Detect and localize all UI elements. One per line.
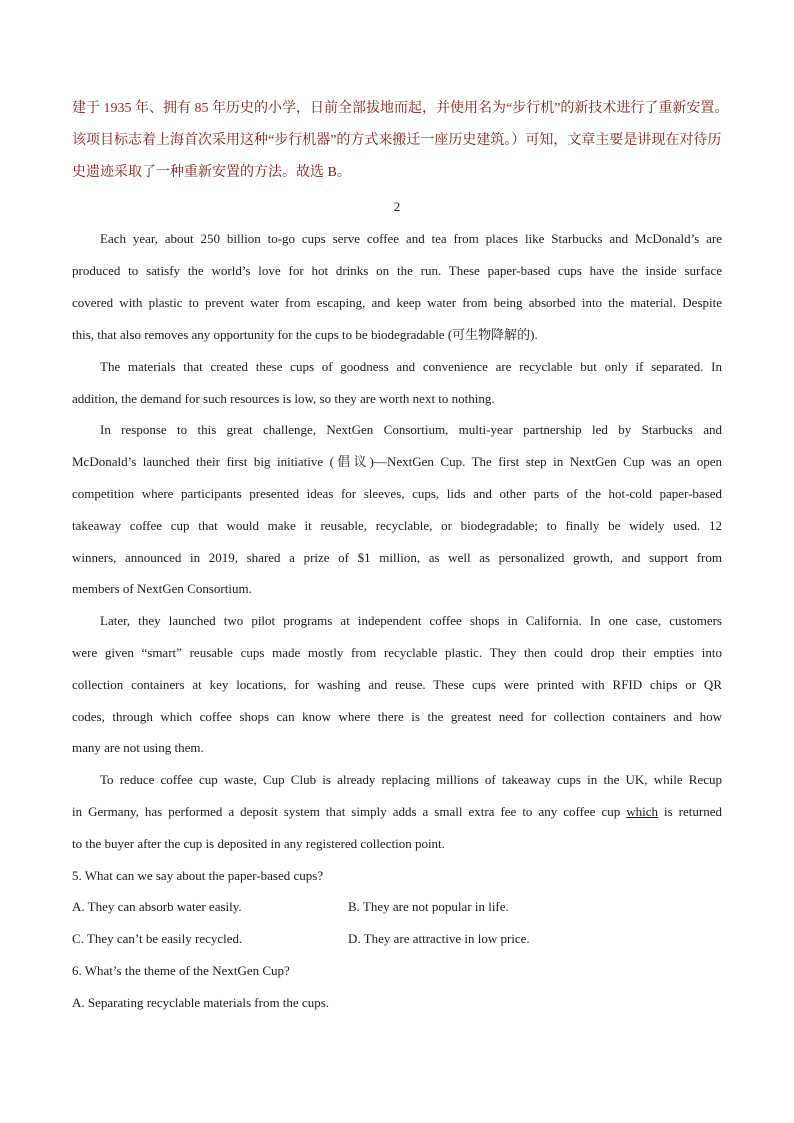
intro-years-count: 85	[194, 101, 209, 116]
paragraph-line: McDonald’s launched their first big initiative (倡议)—NextGen Cup. The first step in NextGen Cup was an open	[72, 454, 722, 469]
paragraph-line: In response to this great challenge, NextGen Consortium, multi-year partnership led by Starbucks and	[100, 422, 722, 437]
intro-line-2: 该项目标志着上海首次采用这种“步行机器”的方式来搬迁一座历史建筑。）可知，文章主要是讲现在对待历	[72, 133, 722, 148]
paragraph-line: to the buyer after the cup is deposited in any registered collection point.	[72, 836, 445, 851]
underlined-word: which	[626, 804, 658, 819]
intro-line-3: 史遗迹采取了一种重新安置的方法。故选 B。	[72, 165, 351, 180]
intro-year: 1935	[103, 101, 132, 116]
intro-text: 建于	[72, 101, 104, 116]
question-option-a: A. They can absorb water easily.	[72, 899, 242, 914]
paragraph-line: To reduce coffee cup waste, Cup Club is already replacing millions of takeaway cups in the UK, while Recup	[100, 772, 722, 787]
paragraph-line: were given “smart” reusable cups made mostly from recyclable plastic. They then could drop their empties into	[72, 645, 722, 660]
paragraph-line: takeaway coffee cup that would make it reusable, recyclable, or biodegradable; to finally be widely used. 12	[72, 518, 722, 533]
question-option-b: B. They are not popular in life.	[348, 899, 509, 914]
paragraph-line	[72, 804, 722, 820]
paragraph-line: addition, the demand for such resources is low, so they are worth next to nothing.	[72, 391, 495, 406]
paragraph-line: Later, they launched two pilot programs at independent coffee shops in California. In one case, customers	[100, 613, 722, 628]
intro-line-1	[72, 101, 729, 117]
paragraph-line: winners, announced in 2019, shared a prize of $1 million, as well as personalized growth, and support from	[72, 550, 722, 565]
question-stem: 5. What can we say about the paper-based cups?	[72, 868, 324, 883]
paragraph-line: competition where participants presented ideas for sleeves, cups, lids and other parts of the hot-cold paper-based	[72, 486, 722, 501]
paragraph-line: covered with plastic to prevent water from escaping, and keep water from being absorbed into the material. Despite	[72, 295, 722, 310]
paragraph-line: Each year, about 250 billion to-go cups serve coffee and tea from places like Starbucks and McDonald’s are	[100, 231, 722, 246]
question-option-d: D. They are attractive in low price.	[348, 931, 530, 946]
paragraph-line: collection containers at key locations, for washing and reuse. These cups were printed with RFID chips or QR	[72, 677, 722, 692]
question-option-c: C. They can’t be easily recycled.	[72, 931, 243, 946]
paragraph-text: is returned	[658, 804, 722, 819]
paragraph-line: members of NextGen Consortium.	[72, 581, 252, 596]
paragraph-text: in Germany, has performed a deposit system that simply adds a small extra fee to any coffee cup	[72, 804, 627, 819]
question-option-a: A. Separating recyclable materials from the cups.	[72, 995, 330, 1010]
paragraph-line: many are not using them.	[72, 740, 204, 755]
passage-number: 2	[393, 199, 401, 214]
paragraph-line: this, that also removes any opportunity for the cups to be biodegradable (可生物降解的).	[72, 327, 538, 342]
intro-text: 年历史的小学，日前全部拔地而起，并使用名为“步行机”的新技术进行了重新安置。	[208, 101, 729, 116]
paragraph-line: produced to satisfy the world’s love for hot drinks on the run. These paper-based cups have the inside surface	[72, 263, 722, 278]
paragraph-line: The materials that created these cups of goodness and convenience are recyclable but only if separated. In	[100, 359, 722, 374]
intro-text: 年、拥有	[131, 101, 195, 116]
paragraph-line: codes, through which coffee shops can know where there is the greatest need for collection containers and how	[72, 709, 722, 724]
question-stem: 6. What’s the theme of the NextGen Cup?	[72, 963, 290, 978]
